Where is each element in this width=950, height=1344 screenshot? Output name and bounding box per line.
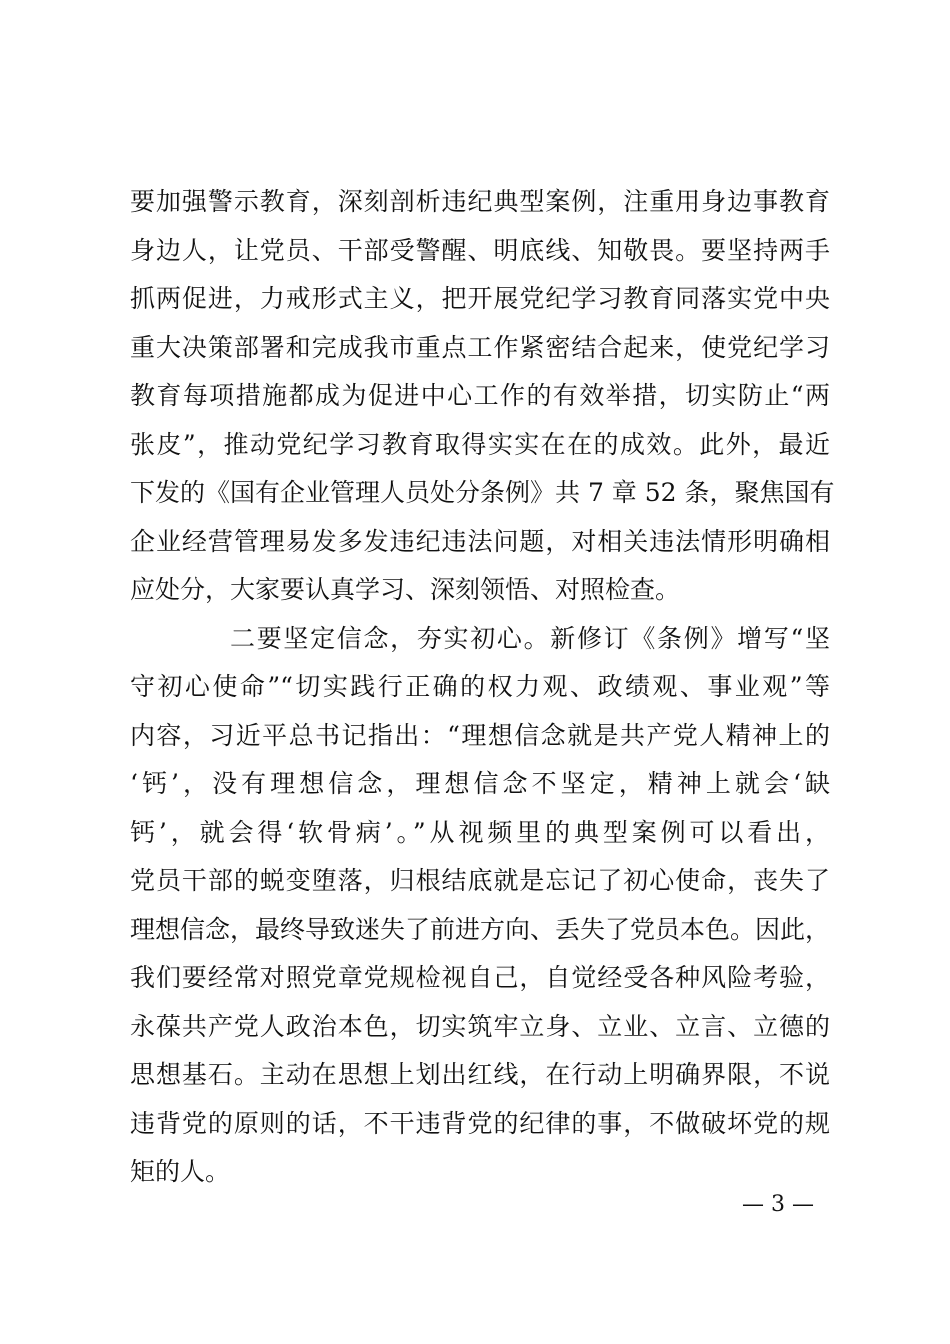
paragraph-line: 教育每项措施都成为促进中心工作的有效举措，切实防止“两 — [130, 381, 830, 410]
paragraph-line: 要加强警示教育，深刻剖析违纪典型案例，注重用身边事教育 — [130, 187, 830, 216]
paragraph-line: 理想信念，最终导致迷失了前进方向、丢失了党员本色。因此， — [130, 914, 831, 944]
paragraph-line: 二要坚定信念，夯实初心。新修订《条例》增写“坚 — [230, 623, 830, 653]
paragraph-line: 内容，习近平总书记指出：“理想信念就是共产党人精神上的 — [130, 720, 830, 750]
page-number: — 3 — — [742, 1192, 814, 1217]
paragraph-line: 矩的人。 — [130, 1157, 231, 1186]
paragraph-line: 党员干部的蜕变堕落，归根结底就是忘记了初心使命，丧失了 — [130, 866, 830, 895]
paragraph-line: 钙’，就会得‘软骨病’。”从视频里的典型案例可以看出， — [130, 817, 830, 847]
paragraph-line: 企业经营管理易发多发违纪违法问题，对相关违法情形明确相 — [130, 526, 830, 556]
paragraph-warning-education — [130, 178, 835, 615]
document-body — [130, 178, 835, 1197]
paragraph-line: 守初心使命”“切实践行正确的权力观、政绩观、事业观”等 — [130, 672, 830, 701]
paragraph-line: 永葆共产党人政治本色，切实筑牢立身、立业、立言、立德的 — [130, 1011, 830, 1041]
paragraph-line: 违背党的原则的话，不干违背党的纪律的事，不做破坏党的规 — [130, 1108, 830, 1138]
paragraph-firm-belief — [130, 615, 830, 1197]
paragraph-line: ‘钙’，没有理想信念，理想信念不坚定，精神上就会‘缺 — [130, 769, 830, 798]
paragraph-line: 抓两促进，力戒形式主义，把开展党纪学习教育同落实党中央 — [130, 284, 830, 313]
paragraph-line: 重大决策部署和完成我市重点工作紧密结合起来，使党纪学习 — [130, 332, 830, 362]
paragraph-line: 张皮”，推动党纪学习教育取得实实在在的成效。此外，最近 — [130, 429, 830, 459]
paragraph-line: 下发的《国有企业管理人员处分条例》共 7 章 52 条，聚焦国有 — [130, 478, 835, 507]
paragraph-line: 身边人，让党员、干部受警醒、明底线、知敬畏。要坚持两手 — [130, 235, 830, 265]
paragraph-line: 思想基石。主动在思想上划出红线，在行动上明确界限，不说 — [130, 1060, 830, 1089]
paragraph-line: 我们要经常对照党章党规检视自己，自觉经受各种风险考验， — [130, 963, 830, 992]
paragraph-line: 应处分，大家要认真学习、深刻领悟、对照检查。 — [130, 575, 681, 604]
